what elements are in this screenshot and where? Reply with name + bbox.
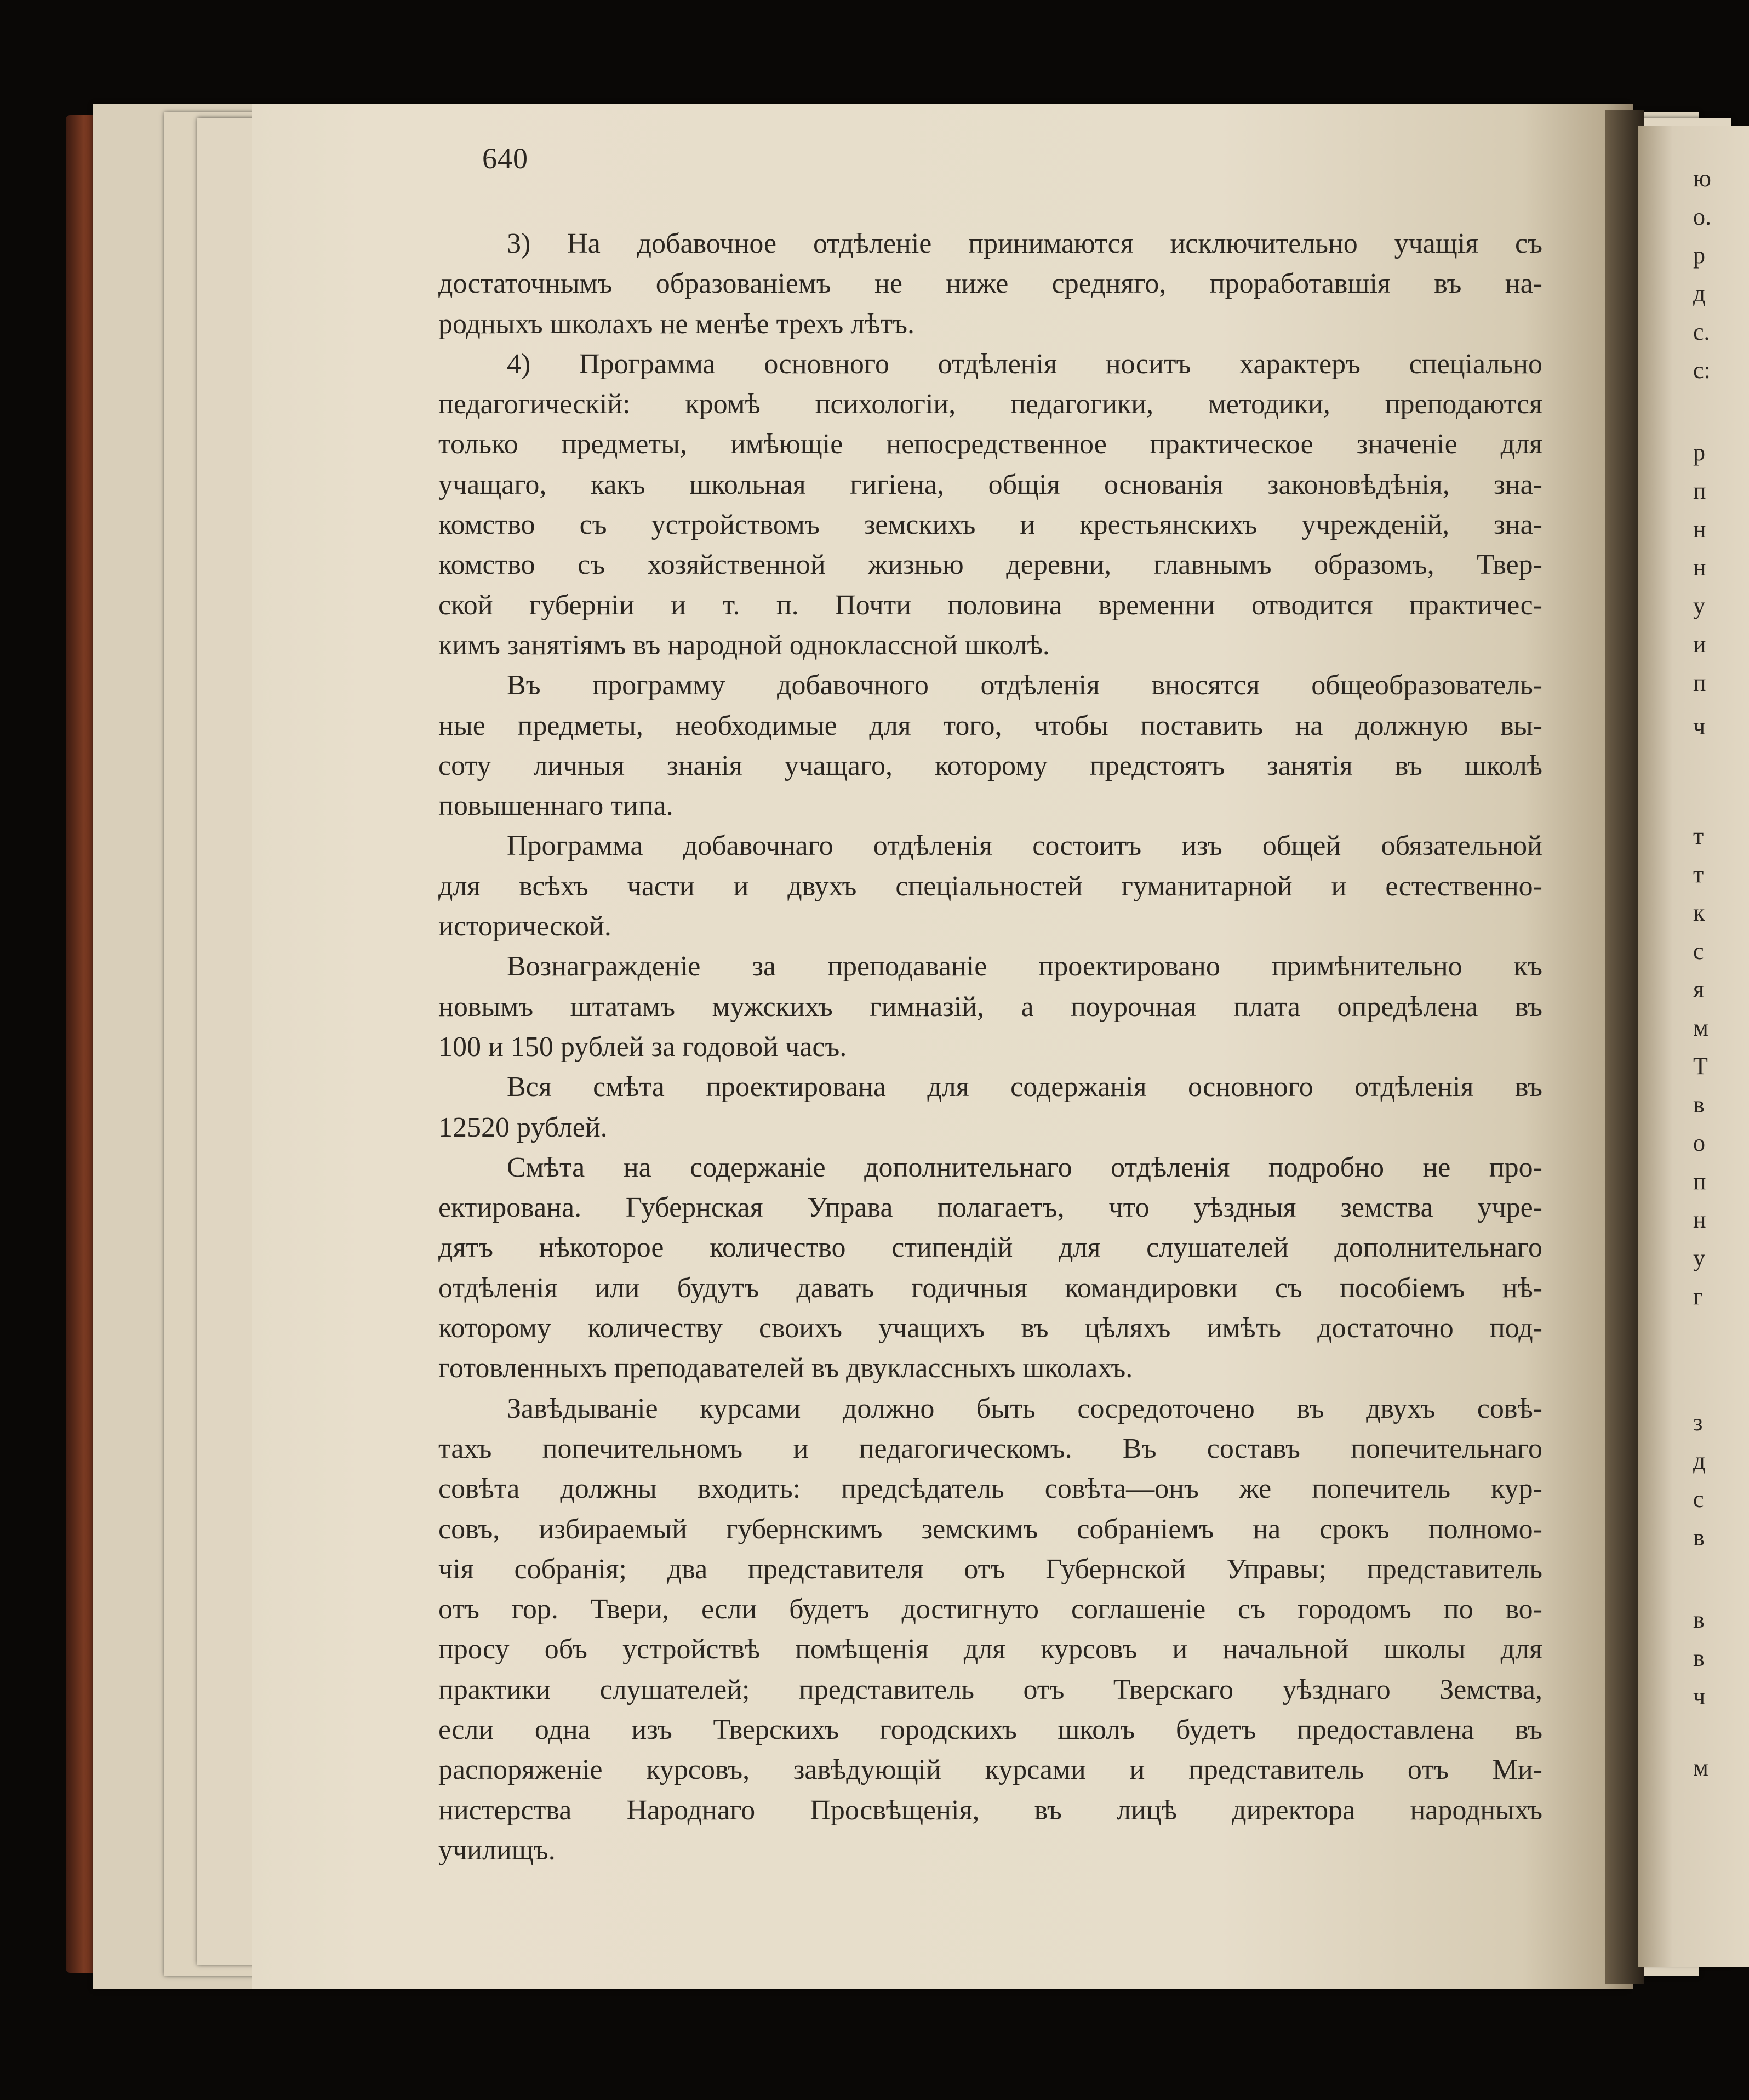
right-page-fragment: г	[1693, 1283, 1704, 1310]
text-line: готовленныхъ преподавателей въ двуклассныхъ школахъ.	[438, 1353, 1133, 1384]
text-line: ные предметы, необходимые для того, чтобы поставить на должную вы-	[438, 710, 1542, 741]
right-page-fragment: м	[1693, 1014, 1708, 1041]
text-line: дятъ нѣкоторое количество стипендій для слушателей дополнительнаго	[438, 1232, 1542, 1264]
text-line: отдѣленія или будутъ давать годичныя командировки съ пособіемъ нѣ-	[438, 1272, 1542, 1304]
text-line: Въ программу добавочного отдѣленія вносятся общеобразователь-	[507, 670, 1542, 701]
text-line: 12520 рублей.	[438, 1111, 608, 1143]
right-page-fragment: Т	[1693, 1053, 1708, 1080]
right-page-edge	[1638, 126, 1749, 1967]
text-line: исторической.	[438, 911, 611, 943]
text-line: чія собранія; два представителя отъ Губернской Управы; представитель	[438, 1553, 1542, 1585]
text-line: кимъ занятіямъ въ народной одноклассной школѣ.	[438, 629, 1050, 661]
right-page-fragment: с	[1693, 1486, 1704, 1513]
text-line: соту личныя знанія учащаго, которому предстоятъ занятія въ школѣ	[438, 750, 1542, 781]
text-line: Вся смѣта проектирована для содержанія основного отдѣленія въ	[507, 1071, 1542, 1103]
text-line: если одна изъ Тверскихъ городскихъ школъ будетъ предоставлена въ	[438, 1714, 1542, 1745]
right-page-fragment: в	[1693, 1091, 1705, 1118]
right-page-fragment: с:	[1693, 357, 1711, 384]
right-page-fragment: п	[1693, 1168, 1706, 1195]
right-page-fragment: п	[1693, 669, 1706, 696]
text-line: родныхъ школахъ не менѣе трехъ лѣтъ.	[438, 308, 915, 340]
right-page-fragment: о	[1693, 1129, 1705, 1156]
text-line: которому количеству своихъ учащихъ въ цѣляхъ имѣть достаточно под-	[438, 1312, 1542, 1344]
text-line: повышеннаго типа.	[438, 790, 673, 822]
text-line: 3) На добавочное отдѣленіе принимаются исключительно учащія съ	[507, 228, 1542, 259]
right-page-fragment: д	[1693, 280, 1706, 307]
text-line: училищъ.	[438, 1834, 556, 1866]
text-line: совъ, избираемый губернскимъ земскимъ собраніемъ на срокъ полномо-	[438, 1513, 1542, 1545]
right-page-fragment: д	[1693, 1447, 1706, 1474]
text-line: 4) Программа основного отдѣленія носитъ характеръ спеціально	[507, 348, 1542, 380]
text-line: Программа добавочнаго отдѣленія состоитъ изъ общей обязательной	[507, 830, 1542, 862]
text-line: ектирована. Губернская Управа полагаетъ, что уѣздныя земства учре-	[438, 1192, 1542, 1224]
text-line: распоряженіе курсовъ, завѣдующій курсами и представитель отъ Ми-	[438, 1754, 1542, 1786]
right-page-fragment: р	[1693, 439, 1705, 466]
text-line: просу объ устройствѣ помѣщенія для курсовъ и начальной школы для	[438, 1634, 1542, 1665]
right-page-fragment: м	[1693, 1754, 1708, 1781]
text-line: комство съ устройствомъ земскихъ и крестьянскихъ учрежденій, зна-	[438, 509, 1542, 541]
right-page-fragment: н	[1693, 1206, 1706, 1233]
text-line: Смѣта на содержаніе дополнительнаго отдѣленія подробно не про-	[507, 1151, 1542, 1183]
right-page-fragment: с	[1693, 938, 1704, 965]
text-line: учащаго, какъ школьная гигіена, общія основанія законовѣдѣнія, зна-	[438, 469, 1542, 500]
right-page-fragment: ю	[1693, 165, 1711, 192]
text-line: педагогическій: кромѣ психологіи, педагогики, методики, преподаются	[438, 389, 1542, 420]
right-page-fragment: и	[1693, 631, 1706, 658]
right-page-fragment: н	[1693, 516, 1706, 543]
text-line: Завѣдываніе курсами должно быть сосредоточено въ двухъ совѣ-	[507, 1393, 1542, 1424]
right-page-fragment: т	[1693, 861, 1704, 888]
text-line: совѣта должны входить: предсѣдатель совѣта—онъ же попечитель кур-	[438, 1473, 1542, 1505]
text-line: достаточнымъ образованіемъ не ниже средняго, проработавшія въ на-	[438, 268, 1542, 300]
right-page-fragment: у	[1693, 1245, 1705, 1271]
right-page-fragment: ч	[1693, 713, 1706, 740]
right-page-fragment: я	[1693, 976, 1705, 1003]
text-line: Вознагражденіе за преподаваніе проектировано примѣнительно къ	[507, 951, 1542, 983]
text-line: только предметы, имѣющіе непосредственное практическое значеніе для	[438, 429, 1542, 460]
text-line: тахъ попечительномъ и педагогическомъ. Въ составъ попечительнаго	[438, 1433, 1542, 1464]
right-page-fragment: в	[1693, 1606, 1705, 1633]
right-page-fragment: н	[1693, 554, 1706, 581]
right-page-fragment: о.	[1693, 203, 1711, 230]
text-line: комство съ хозяйственной жизнью деревни, главнымъ образомъ, Твер-	[438, 549, 1542, 581]
text-line: практики слушателей; представитель отъ Тверскаго уѣзднаго Земства,	[438, 1674, 1542, 1705]
right-page-fragment: т	[1693, 823, 1704, 849]
text-line: новымъ штатамъ мужскихъ гимназій, а поурочная плата опредѣлена въ	[438, 991, 1542, 1023]
right-page-fragment: с.	[1693, 318, 1710, 345]
right-page-fragment: в	[1693, 1645, 1705, 1671]
right-page-fragment: в	[1693, 1524, 1705, 1551]
text-line: отъ гор. Твери, если будетъ достигнуто соглашеніе съ городомъ по во-	[438, 1594, 1542, 1625]
right-page-fragment: у	[1693, 592, 1705, 619]
text-line: 100 и 150 рублей за годовой часъ.	[438, 1031, 847, 1063]
right-page-fragment: п	[1693, 477, 1706, 504]
right-page-fragment: к	[1693, 899, 1705, 926]
right-page-fragment: р	[1693, 242, 1705, 269]
right-page-fragment: з	[1693, 1409, 1703, 1436]
right-page-fragment: ч	[1693, 1683, 1706, 1710]
text-line: нистерства Народнаго Просвѣщенія, въ лицѣ директора народныхъ	[438, 1794, 1542, 1826]
text-line: для всѣхъ части и двухъ спеціальностей гуманитарной и естественно-	[438, 870, 1542, 902]
body-text	[438, 224, 1542, 1870]
text-line: ской губерніи и т. п. Почти половина временни отводится практичес-	[438, 589, 1542, 621]
page-number: 640	[482, 142, 528, 175]
